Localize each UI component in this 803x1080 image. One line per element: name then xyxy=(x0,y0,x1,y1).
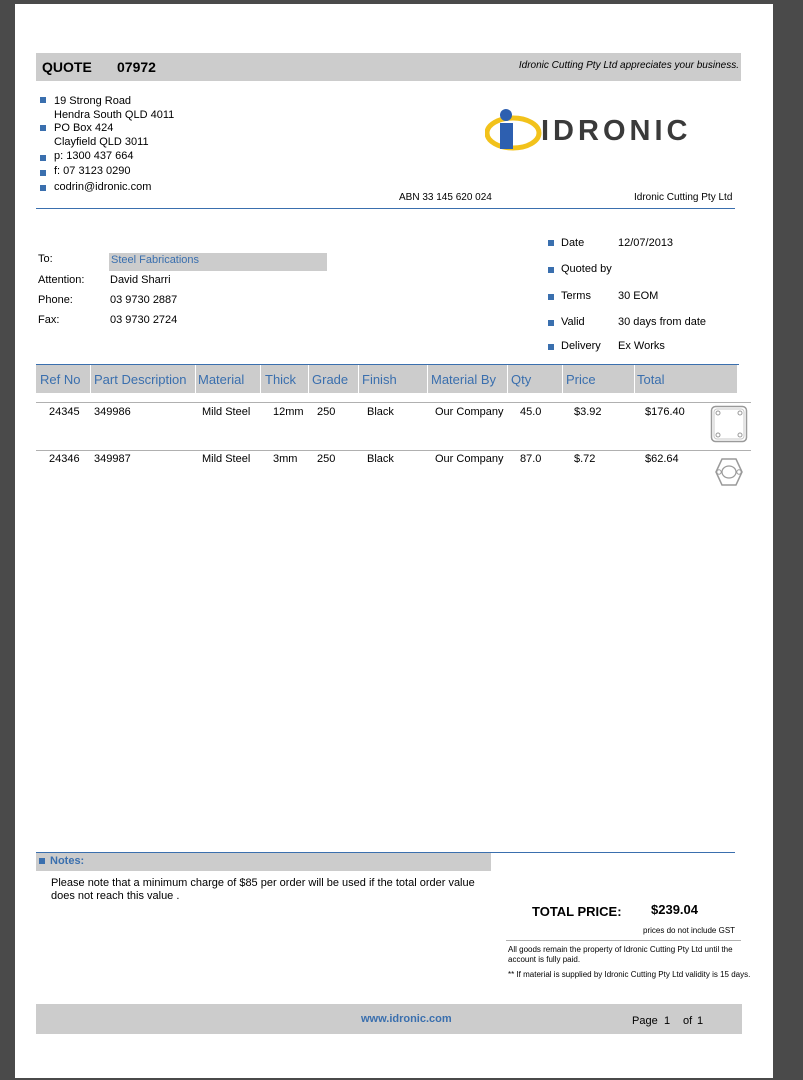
cell-qty: 45.0 xyxy=(520,406,542,418)
company-po-box xyxy=(54,121,149,149)
phone-value: 03 9730 2887 xyxy=(110,294,178,306)
terms-label: Terms xyxy=(561,290,591,302)
address-line-2: Hendra South QLD 4011 xyxy=(54,109,175,121)
to-label: To: xyxy=(38,253,53,265)
company-name: Idronic Cutting Pty Ltd xyxy=(634,192,733,203)
bullet-icon xyxy=(40,155,46,161)
bullet-icon xyxy=(548,320,554,326)
divider xyxy=(506,940,741,941)
total-price-value: $239.04 xyxy=(651,902,698,917)
quoted-by-label: Quoted by xyxy=(561,263,612,275)
tagline: Idronic Cutting Pty Ltd appreciates your business. xyxy=(518,60,739,71)
bullet-icon xyxy=(548,240,554,246)
cell-desc: 349987 xyxy=(94,453,131,465)
cell-finish: Black xyxy=(367,406,394,418)
page-number: 1 xyxy=(664,1015,671,1027)
bullet-icon xyxy=(40,97,46,103)
cell-desc: 349986 xyxy=(94,406,131,418)
gst-note: prices do not include GST xyxy=(643,926,736,935)
logo-mark-icon xyxy=(485,106,545,156)
website-link[interactable]: www.idronic.com xyxy=(361,1013,452,1025)
validity-note: ** If material is supplied by Idronic Cutting Pty Ltd validity is 15 days. xyxy=(508,970,751,979)
fax-value: 03 9730 2724 xyxy=(110,314,178,326)
bullet-icon xyxy=(40,170,46,176)
cell-grade: 250 xyxy=(317,453,336,465)
col-header-part-description: Part Description xyxy=(94,372,187,387)
logo-text: IDRONIC xyxy=(541,115,692,147)
col-header-material-by: Material By xyxy=(431,372,497,387)
delivery-label: Delivery xyxy=(561,340,601,352)
cell-material: Mild Steel xyxy=(202,406,251,418)
cell-material: Mild Steel xyxy=(202,453,251,465)
col-header-price: Price xyxy=(566,372,596,387)
date-label: Date xyxy=(561,237,585,249)
date-value: 12/07/2013 xyxy=(618,237,674,249)
quote-number: 07972 xyxy=(117,59,156,75)
to-value: Steel Fabrications xyxy=(109,253,327,271)
cell-material-by: Our Company xyxy=(435,406,504,418)
valid-label: Valid xyxy=(561,316,585,328)
col-header-thick: Thick xyxy=(265,372,297,387)
cell-grade: 250 xyxy=(317,406,336,418)
company-phone: p: 1300 437 664 xyxy=(54,150,134,162)
po-box-line-2: Clayfield QLD 3011 xyxy=(54,136,149,148)
terms-value: 30 EOM xyxy=(618,290,659,302)
delivery-value: Ex Works xyxy=(618,340,665,352)
attention-value: David Sharri xyxy=(110,274,171,286)
col-header-grade: Grade xyxy=(312,372,349,387)
cell-price: $3.92 xyxy=(574,406,602,418)
col-header-material: Material xyxy=(198,372,245,387)
bullet-icon xyxy=(40,185,46,191)
quote-document xyxy=(15,4,773,1078)
page-total: 1 xyxy=(697,1015,704,1027)
notes-text: Please note that a minimum charge of $85 per order will be used if the total order value does not reach this value . xyxy=(51,877,475,902)
cell-thick: 12mm xyxy=(273,406,304,418)
col-header-ref-no: Ref No xyxy=(40,372,81,387)
company-fax: f: 07 3123 0290 xyxy=(54,165,131,177)
property-note: All goods remain the property of Idronic Cutting Pty Ltd until the account is fully paid. xyxy=(508,945,733,964)
row-divider xyxy=(36,402,751,403)
divider xyxy=(36,208,735,209)
cell-material-by: Our Company xyxy=(435,453,504,465)
notes-header xyxy=(36,853,491,871)
company-address xyxy=(54,94,174,122)
header-bar xyxy=(36,53,741,81)
bullet-icon xyxy=(548,344,554,350)
of-label: of xyxy=(683,1015,693,1027)
cell-total: $62.64 xyxy=(645,453,679,465)
phone-label: Phone: xyxy=(38,294,73,306)
attention-label: Attention: xyxy=(38,274,85,286)
company-logo xyxy=(485,106,735,156)
cell-qty: 87.0 xyxy=(520,453,542,465)
bullet-icon xyxy=(548,267,554,273)
po-box-line-1: PO Box 424 xyxy=(54,122,114,134)
square-plate-icon[interactable] xyxy=(710,405,748,443)
oval-flange-icon[interactable] xyxy=(710,453,748,491)
company-abn: ABN 33 145 620 024 xyxy=(399,192,492,203)
address-line-1: 19 Strong Road xyxy=(54,95,132,107)
bullet-icon xyxy=(548,294,554,300)
footer-bar xyxy=(36,1004,742,1034)
col-header-total: Total xyxy=(637,372,665,387)
cell-total: $176.40 xyxy=(645,406,685,418)
cell-thick: 3mm xyxy=(273,453,298,465)
notes-label: Notes: xyxy=(50,855,85,867)
fax-label: Fax: xyxy=(38,314,60,326)
cell-finish: Black xyxy=(367,453,394,465)
col-header-finish: Finish xyxy=(362,372,397,387)
row-divider xyxy=(36,450,751,451)
quote-label: QUOTE xyxy=(42,59,92,75)
page-label: Page xyxy=(632,1015,658,1027)
cell-ref: 24346 xyxy=(49,453,80,465)
total-price-label: TOTAL PRICE: xyxy=(532,904,622,919)
valid-value: 30 days from date xyxy=(618,316,707,328)
col-header-qty: Qty xyxy=(511,372,532,387)
bullet-icon xyxy=(39,858,45,864)
company-email[interactable]: codrin@idronic.com xyxy=(54,181,152,193)
bullet-icon xyxy=(40,125,46,131)
cell-price: $.72 xyxy=(574,453,596,465)
cell-ref: 24345 xyxy=(49,406,80,418)
